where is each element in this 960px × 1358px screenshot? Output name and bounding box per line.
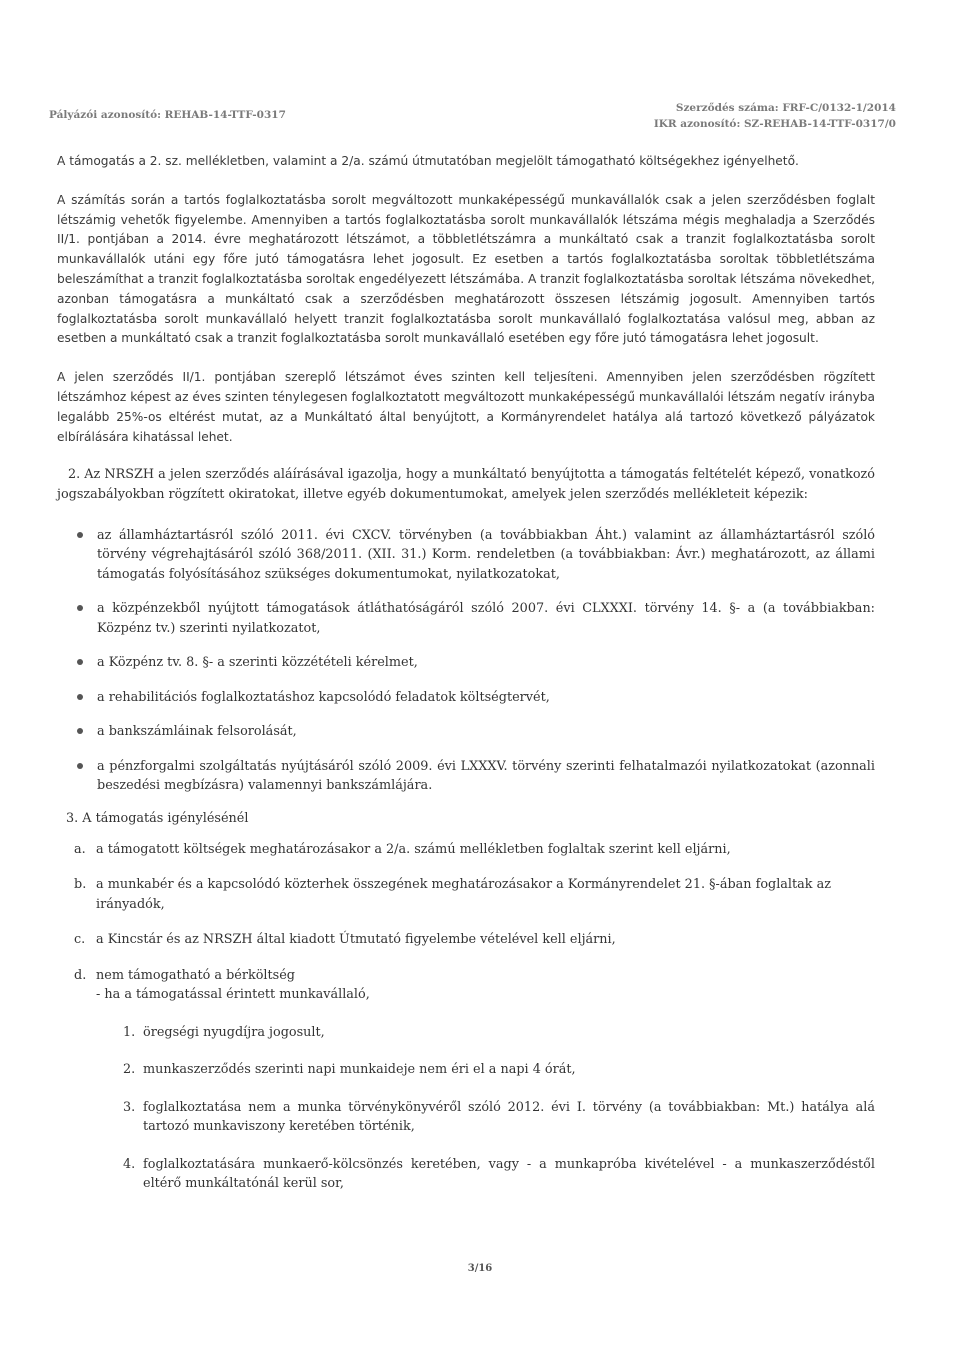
list-item: c. a Kincstár és az NRSZH által kiadott Útmutató figyelembe vételével kell eljárni, — [74, 932, 616, 948]
section-3-heading: 3. A támogatás igénylésénél — [66, 810, 249, 826]
list-item: az államháztartásról szóló 2011. évi CXCV. törvényben (a továbbiakban Áht.) valamint az államháztartásról szóló törvény végrehajtásáról szóló 368/2011. (XII. 31.) Korm. rendeletben (a továbbiakban: Ávr.) meghatározott, az állami támogatás folyósításához szükséges dokumentumokat, nyilatkozatokat, — [77, 526, 875, 585]
list-item: 1. öregségi nyugdíjra jogosult, — [123, 1024, 325, 1040]
list-item: 2. munkaszerződés szerinti napi munkaideje nem éri el a napi 4 órát, — [123, 1062, 576, 1078]
bullet-icon — [77, 659, 83, 665]
list-item: a bankszámláinak felsorolását, — [77, 722, 875, 742]
paragraph-support-eligibility: A támogatás a 2. sz. mellékletben, valamint a 2/a. számú útmutatóban megjelölt támogatható költségekhez igényelhető. — [57, 154, 799, 168]
list-item: a közpénzekből nyújtott támogatások átláthatóságáról szóló 2007. évi CLXXXI. törvény 14. §- a (a továbbiakban: Közpénz tv.) szerinti nyilatkozatot, — [77, 599, 875, 638]
paragraph-section-2: 2. Az NRSZH a jelen szerződés aláírásával igazolja, hogy a munkáltató benyújtotta a támogatás feltételét képező, vonatkozó jogszabályokban rögzített okiratokat, illetve egyéb dokumentumokat, amelyek jelen szerződés mellékleteit képezik: — [57, 467, 875, 503]
bullet-icon — [77, 694, 83, 700]
paragraph-headcount-calculation: A számítás során a tartós foglalkoztatásba sorolt megváltozott munkaképességű munkavállalók csak a jelen szerződésben foglalt létszámig vehetők figyelembe. Amennyiben a tartós foglalkoztatásba sorolt munkavállalók létszáma mégis meghaladja a Szerződés II/1. pontjában a 2014. évre meghatározott létszámot, a többletlétszámra a munkáltató csak a tranzit foglalkoztatásba sorolt munkavállalók utáni egy főre jutó támogatásra lehet jogosult. Ez esetben a tartós foglalkoztatásba soroltak többletlétszáma beleszámíthat a tranzit foglalkoztatásba soroltak engedélyezett létszámába. A tranzit foglalkoztatásba soroltak létszáma növekedhet, azonban támogatásra a munkáltató csak a szerződésben meghatározott összesen létszámig jogosult. Amennyiben tartós foglalkoztatásba sorolt munkavállaló helyett tranzit foglalkoztatásba sorolt munkavállaló foglalkoztatása valósul meg, abban az esetben a munkáltató csak a tranzit foglalkoztatásba sorolt munkavállaló esetében egy főre jutó támogatásra lehet jogosult. — [57, 192, 875, 346]
page-number: 3/16 — [467, 1263, 493, 1274]
paragraph-annual-headcount: A jelen szerződés II/1. pontjában szereplő létszámot éves szinten kell teljesíteni. Amennyiben jelen szerződésben rögzített létszámhoz képest az éves szinten ténylegesen foglalkoztatott megváltozott munkaképességű munkavállalói létszám negatív irányba legalább 25%-os eltérést mutat, az a Munkáltató által benyújtott, a Kormányrendelet hatálya alá tartozó következő pályázatok elbírálására kihatással lehet. — [57, 370, 875, 444]
bullet-icon — [77, 763, 83, 769]
header-contract-info — [654, 100, 896, 132]
bullet-icon — [77, 728, 83, 734]
header-applicant-id: Pályázói azonosító: REHAB-14-TTF-0317 — [49, 109, 286, 121]
attachments-list — [77, 526, 875, 796]
bullet-icon — [77, 605, 83, 611]
list-item: a Közpénz tv. 8. §- a szerinti közzétételi kérelmet, — [77, 653, 875, 673]
list-item: 3. foglalkoztatása nem a munka törvénykönyvéről szóló 2012. évi I. törvény (a továbbiakban: Mt.) hatálya alá tartozó munkaviszony keretében történik, — [123, 1099, 875, 1135]
bullet-icon — [77, 532, 83, 538]
document-body — [57, 152, 875, 1212]
list-item: d. nem támogatható a bérköltség - ha a támogatással érintett munkavállaló, — [74, 967, 370, 1003]
header-contract-number: Szerződés száma: FRF-C/0132-1/2014 — [675, 102, 896, 114]
list-item: a. a támogatott költségek meghatározásakor a 2/a. számú mellékletben foglaltak szerint kell eljárni, — [74, 841, 731, 857]
sub-condition: - ha a támogatással érintett munkavállaló, — [96, 987, 370, 1003]
list-item: a pénzforgalmi szolgáltatás nyújtásáról szóló 2009. évi LXXXV. törvény szerinti felhatalmazói nyilatkozatokat (azonnali beszedési megbízásra) valamennyi bankszámlájára. — [77, 757, 875, 796]
list-item: a rehabilitációs foglalkoztatáshoz kapcsolódó feladatok költségtervét, — [77, 688, 875, 708]
list-item: b. a munkabér és a kapcsolódó közterhek összegének meghatározásakor a Kormányrendelet 21. §-ában foglaltak az irányadók, — [74, 877, 831, 912]
ineligible-wage-list — [123, 1023, 875, 1194]
header-ikr-id: IKR azonosító: SZ-REHAB-14-TTF-0317/0 — [653, 118, 896, 130]
list-item: 4. foglalkoztatására munkaerő-kölcsönzés keretében, vagy - a munkapróba kivételével - a munkaszerződéstől eltérő munkáltatónál kerül sor, — [123, 1156, 875, 1192]
claim-rules-list — [74, 840, 875, 1005]
